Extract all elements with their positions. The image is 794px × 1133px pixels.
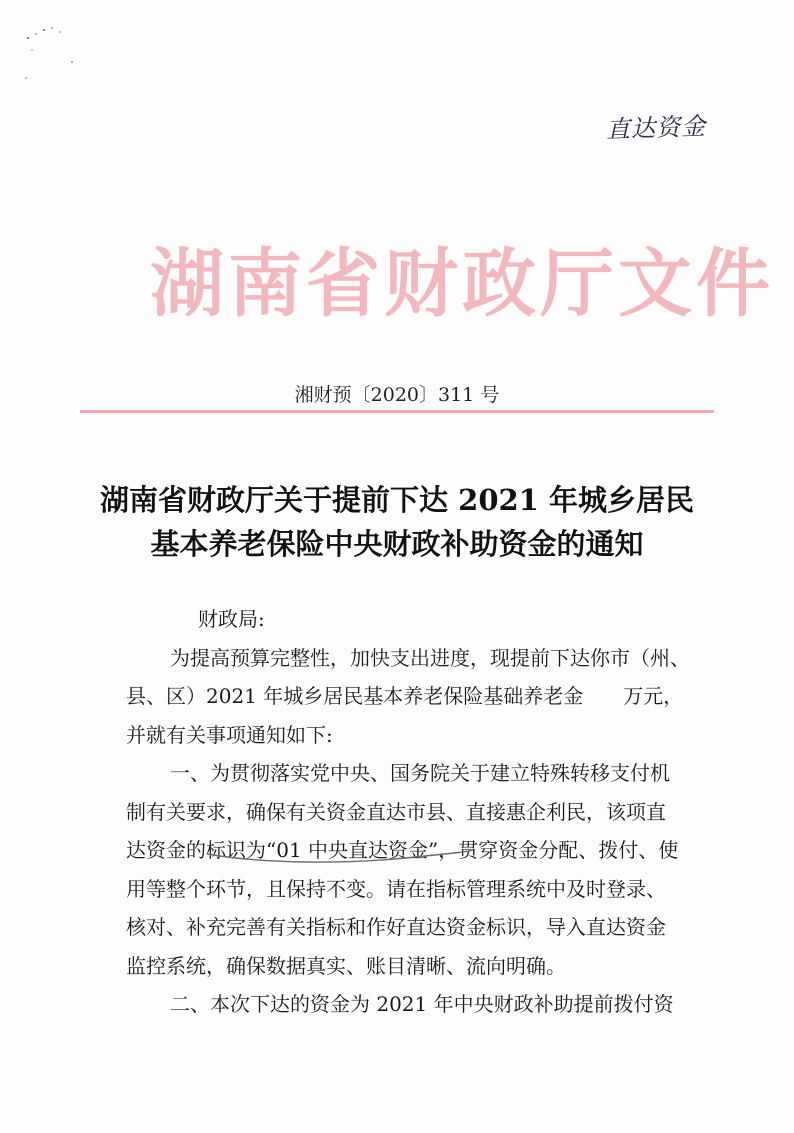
red-divider xyxy=(80,410,714,413)
body-line: 并就有关事项通知如下: xyxy=(126,722,333,747)
title-line-2: 基本养老保险中央财政补助资金的通知 xyxy=(150,527,644,561)
addressee: 财政局: xyxy=(198,607,265,631)
body-line: 监控系统，确保数据真实、账目清晰、流向明确。 xyxy=(126,953,566,978)
body-line: 用等整个环节，且保持不变。请在指标管理系统中及时登录、 xyxy=(126,876,666,901)
body-line: 制有关要求，确保有关资金直达市县、直接惠企利民，该项直 xyxy=(126,799,666,824)
body-line: 核对、补充完善有关指标和作好直达资金标识，导入直达资金 xyxy=(126,915,666,939)
body-line: 二、本次下达的资金为 2021 年中央财政补助提前拨付资 xyxy=(170,992,674,1016)
notice-title xyxy=(60,478,734,566)
title-line-1: 湖南省财政厅关于提前下达 2021 年城乡居民 xyxy=(100,483,694,517)
body-line: 一、为贯彻落实党中央、国务院关于建立特殊转移支付机 xyxy=(170,761,670,785)
body-line: 为提高预算完整性，加快支出进度，现提前下达你市（州、 xyxy=(170,645,690,670)
scan-specks xyxy=(10,20,80,90)
document-number: 湘财预〔2020〕311 号 xyxy=(294,384,500,406)
body-line: 达资金的标识为“01 中央直达资金”，贯穿资金分配、拨付、使 xyxy=(126,838,679,862)
notice-body xyxy=(126,600,716,1024)
masthead-title: 湖南省财政厅文件 xyxy=(150,241,774,327)
pen-underline xyxy=(205,848,475,868)
handwritten-note: 直达资金 xyxy=(605,112,707,144)
body-line: 县、区）2021 年城乡居民基本养老保险基础养老金 万元， xyxy=(126,684,684,708)
